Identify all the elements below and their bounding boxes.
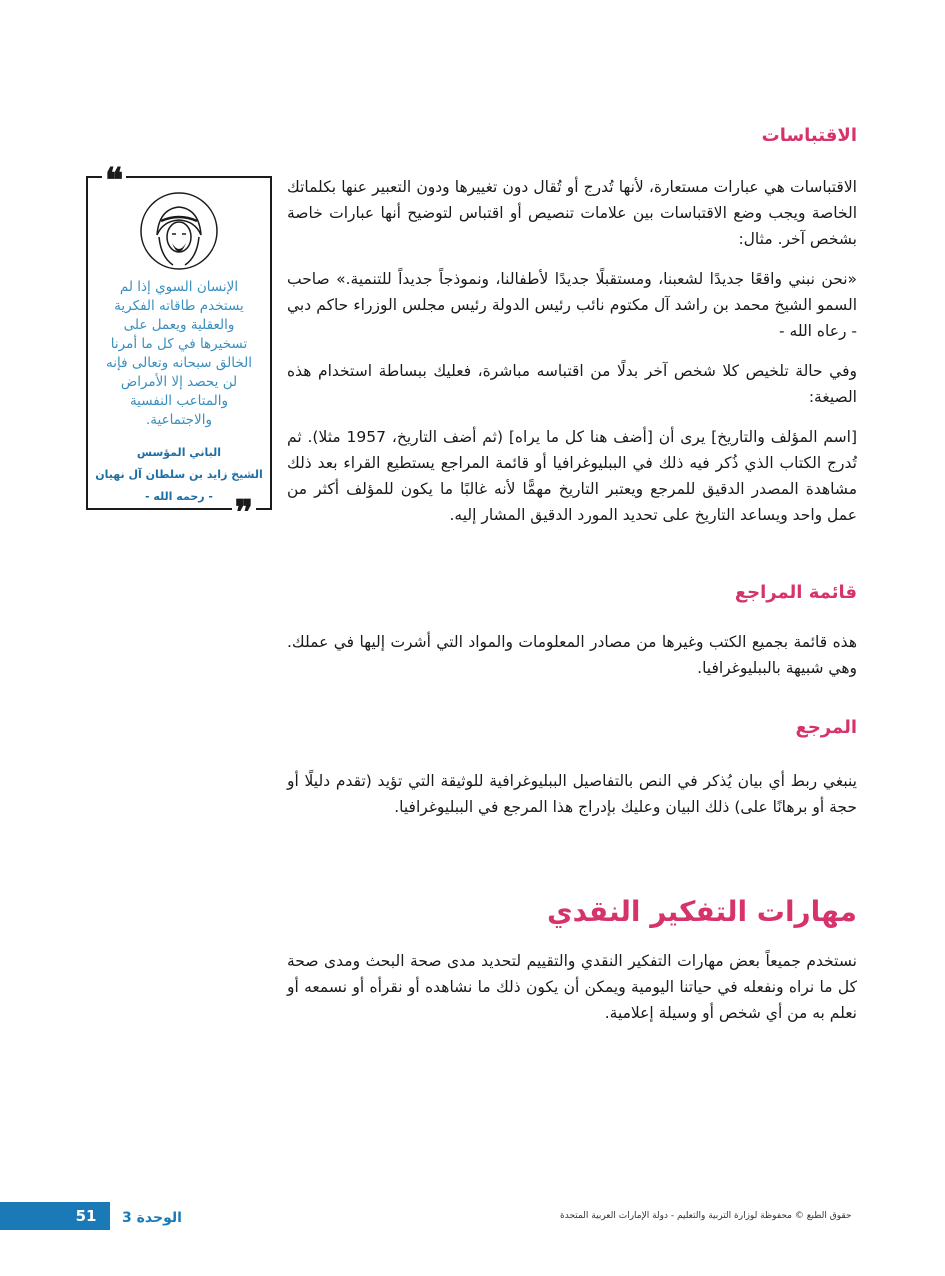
references-list-heading: قائمة المراجع (734, 582, 857, 603)
references-list-paragraph: هذه قائمة بجميع الكتب وغيرها من مصادر المعلومات والمواد التي أشرت إليها في عملك. وهي شبيهة بالببليوغرافيا. (287, 633, 857, 677)
reference-paragraph: ينبغي ربط أي بيان يُذكر في النص بالتفاصيل الببليوغرافية للوثيقة التي تؤيد (تقدم دليلًا أو حجة أو برهانًا على) ذلك البيان وعليك بإدراج هذا المرجع في الببليوغرافيا. (287, 772, 857, 816)
close-quote-icon: ❞ (232, 498, 256, 528)
page-number: 51 (75, 1207, 97, 1225)
critical-thinking-section (287, 895, 857, 1026)
author-name: الشيخ زايد بن سلطان آل نهيان (95, 468, 263, 481)
copyright-notice: حقوق الطبع © محفوظة لوزارة التربية والتعليم - دولة الإمارات العربية المتحدة (560, 1211, 852, 1221)
author-title: الباني المؤسس (136, 446, 222, 459)
quote-box (86, 161, 272, 533)
critical-thinking-paragraph: نستخدم جميعاً بعض مهارات التفكير النقدي والتقييم لتحديد مدى صحة البحث ومدى صحة كل ما نراه ونفعله في حياتنا اليومية ويمكن أن يكون ذلك ما نشاهده أو نقرأه أو نسمعه أو نعلم به من أي شخص أو وسيلة إعلامية. (287, 952, 857, 1022)
references-list-section (287, 582, 857, 681)
paraphrase-paragraph: وفي حالة تلخيص كلا شخص آخر بدلًا من اقتباسه مباشرة، فعليك ببساطة استخدام هذه الصيغة: (287, 362, 857, 406)
reference-section (287, 717, 857, 820)
critical-thinking-heading: مهارات التفكير النقدي (546, 895, 857, 928)
author-suffix: - رحمه الله - (145, 490, 213, 503)
citation-format-paragraph: [اسم المؤلف والتاريخ] يرى أن [أضف هنا كل ما يراه] (ثم أضف التاريخ، 1957 مثلا). ثم تُدرج الكتاب الذي ذُكر فيه ذلك في الببليوغرافيا أو قائمة المراجع يستطيع القراء بعد ذلك مشاهدة المصدر الدقيق للمرجع ويعتبر التاريخ مهمًّا لأنه غالبًا ما يكون للمؤلف أكثر من عمل واحد ويساعد التاريخ على تحديد المورد الدقيق المشار إليه. (287, 428, 858, 524)
quotation-example: «نحن نبني واقعًا جديدًا لشعبنا، ومستقبلًا جديدًا لأطفالنا، ونموذجاً جديداً للتنمية.» صاحب السمو الشيخ محمد بن راشد آل مكتوم نائب رئيس الدولة رئيس مجلس الوزراء حاكم دبي - رعاه الله - (287, 270, 857, 340)
reference-heading: المرجع (795, 717, 857, 738)
quote-text: الإنسان السوي إذا لم يستخدم طاقاته الفكرية والعقلية ويعمل على تسخيرها في كل ما أمرنا الخالق سبحانه وتعالى فإنه لن يحصد إلا الأمراض والمتاعب النفسية والاجتماعية. (106, 279, 252, 428)
unit-label: الوحدة 3 (122, 1210, 182, 1226)
quotations-section (287, 125, 857, 528)
quotations-heading: الاقتباسات (761, 125, 857, 146)
portrait-icon (139, 191, 219, 271)
quotations-definition: الاقتباسات هي عبارات مستعارة، لأنها تُدرج أو تُقال دون تغييرها ودون التعبير عنها بكلماتك الخاصة ويجب وضع الاقتباسات بين علامات تنصيص أو اقتباس لتوضيح أنها عبارات خاصة بشخص آخر. مثال: (287, 178, 857, 248)
open-quote-icon: ❝ (102, 166, 126, 196)
